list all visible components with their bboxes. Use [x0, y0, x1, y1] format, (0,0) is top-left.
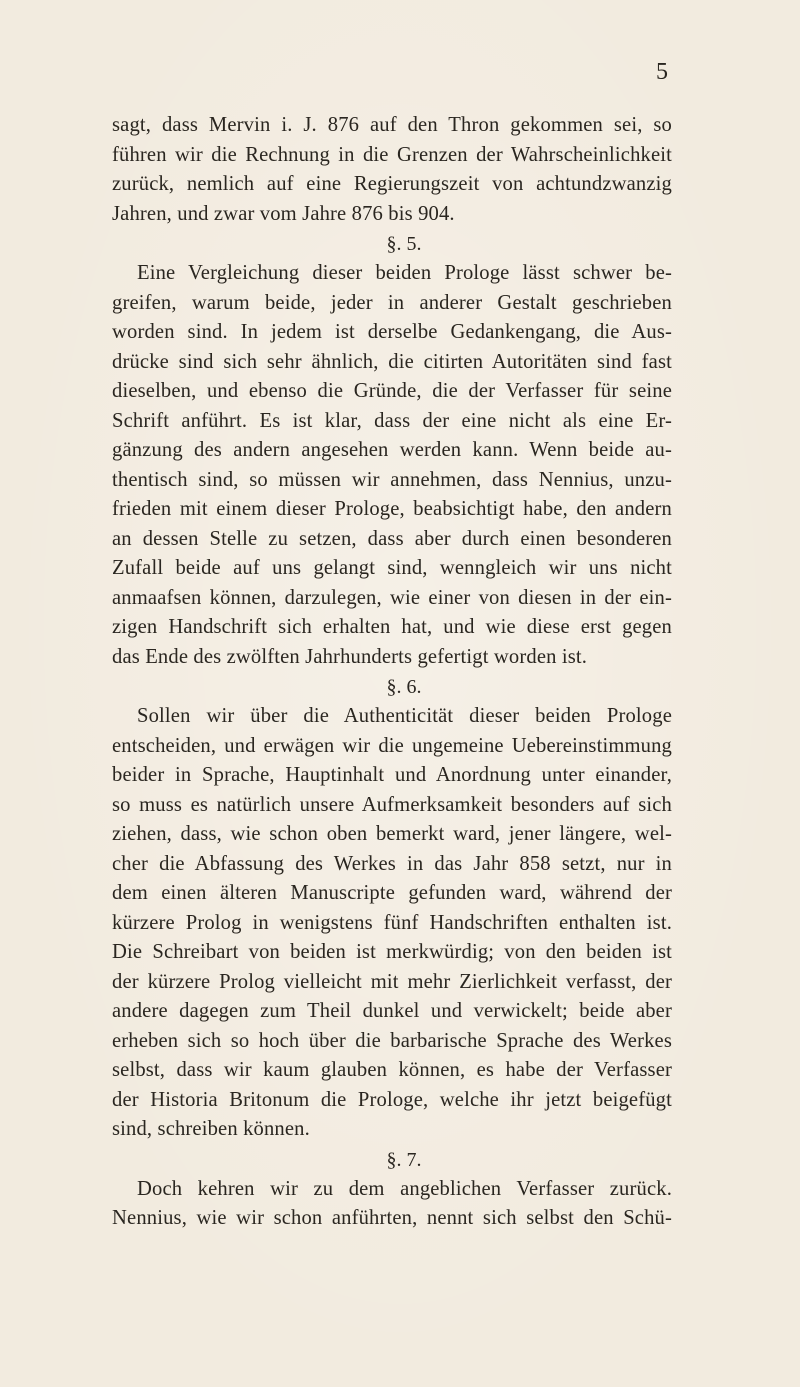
- section-heading: §. 6.: [386, 676, 422, 698]
- text-line: thentisch sind, so müssen wir annehmen, dass Nennius, unzu-: [112, 468, 672, 491]
- text-line: worden sind. In jedem ist derselbe Gedankengang, die Aus-: [112, 321, 672, 343]
- text-line: greifen, warum beide, jeder in anderer Gestalt geschrieben: [112, 291, 672, 314]
- body-text: [112, 111, 672, 1234]
- text-line: kürzere Prolog in wenigstens fünf Handschriften enthalten ist.: [112, 911, 672, 934]
- paragraph: [112, 111, 672, 229]
- text-line: frieden mit einem dieser Prologe, beabsichtigt habe, den andern: [112, 498, 672, 520]
- text-line: dieselben, und ebenso die Gründe, die der Verfasser für seine: [112, 380, 672, 402]
- section-heading: §. 5.: [386, 233, 422, 255]
- text-line: selbst, dass wir kaum glauben können, es habe der Verfasser: [112, 1059, 672, 1081]
- text-line: der kürzere Prolog vielleicht mit mehr Zierlichkeit verfasst, der: [112, 970, 672, 993]
- text-line: so muss es natürlich unsere Aufmerksamkeit besonders auf sich: [112, 793, 672, 816]
- text-line: zigen Handschrift sich erhalten hat, und wie diese erst gegen: [112, 616, 672, 638]
- text-line: beider in Sprache, Hauptinhalt und Anordnung unter einander,: [112, 764, 672, 786]
- text-line: drücke sind sich sehr ähnlich, die citirten Autoritäten sind fast: [112, 350, 672, 373]
- text-line: sagt, dass Mervin i. J. 876 auf den Thron gekommen sei, so: [112, 114, 672, 136]
- page-number: 5: [656, 59, 668, 85]
- text-line: an dessen Stelle zu setzen, dass aber durch einen besonderen: [112, 527, 672, 550]
- text-line: Jahren, und zwar vom Jahre 876 bis 904.: [112, 202, 455, 225]
- text-line: das Ende des zwölften Jahrhunderts gefertigt worden ist.: [112, 645, 588, 668]
- text-line: sind, schreiben können.: [112, 1118, 310, 1140]
- text-line: anmaafsen können, darzulegen, wie einer von diesen in der ein-: [112, 586, 672, 609]
- text-line: entscheiden, und erwägen wir die ungemeine Uebereinstimmung: [112, 734, 672, 757]
- text-line: Sollen wir über die Authenticität dieser beiden Prologe: [137, 705, 672, 727]
- text-line: Schrift anführt. Es ist klar, dass der eine nicht als eine Er-: [112, 409, 672, 432]
- text-line: Doch kehren wir zu dem angeblichen Verfasser zurück.: [137, 1177, 672, 1200]
- text-line: Zufall beide auf uns gelangt sind, wenngleich wir uns nicht: [112, 557, 672, 579]
- text-line: führen wir die Rechnung in die Grenzen der Wahrscheinlichkeit: [112, 143, 672, 166]
- section: [112, 672, 672, 1145]
- text-line: Die Schreibart von beiden ist merkwürdig; von den beiden ist: [112, 941, 672, 963]
- text-line: dem einen älteren Manuscripte gefunden ward, während der: [112, 882, 672, 904]
- text-line: erheben sich so hoch über die barbarische Sprache des Werkes: [112, 1029, 672, 1052]
- text-line: Nennius, wie wir schon anführten, nennt sich selbst den Schü-: [112, 1207, 672, 1229]
- text-line: zurück, nemlich auf eine Regierungszeit von achtundzwanzig: [112, 173, 672, 195]
- section-heading: §. 7.: [386, 1148, 422, 1171]
- text-line: ziehen, dass, wie schon oben bemerkt ward, jener längere, wel-: [112, 823, 672, 845]
- text-line: andere dagegen zum Theil dunkel und verwickelt; beide aber: [112, 1000, 672, 1022]
- text-line: Eine Vergleichung dieser beiden Prologe lässt schwer be-: [137, 262, 672, 284]
- text-line: der Historia Britonum die Prologe, welche ihr jetzt beigefügt: [112, 1088, 672, 1111]
- text-line: cher die Abfassung des Werkes in das Jahr 858 setzt, nur in: [112, 852, 672, 875]
- section: [112, 229, 672, 672]
- text-line: gänzung des andern angesehen werden kann. Wenn beide au-: [112, 439, 672, 461]
- section: [112, 1145, 672, 1234]
